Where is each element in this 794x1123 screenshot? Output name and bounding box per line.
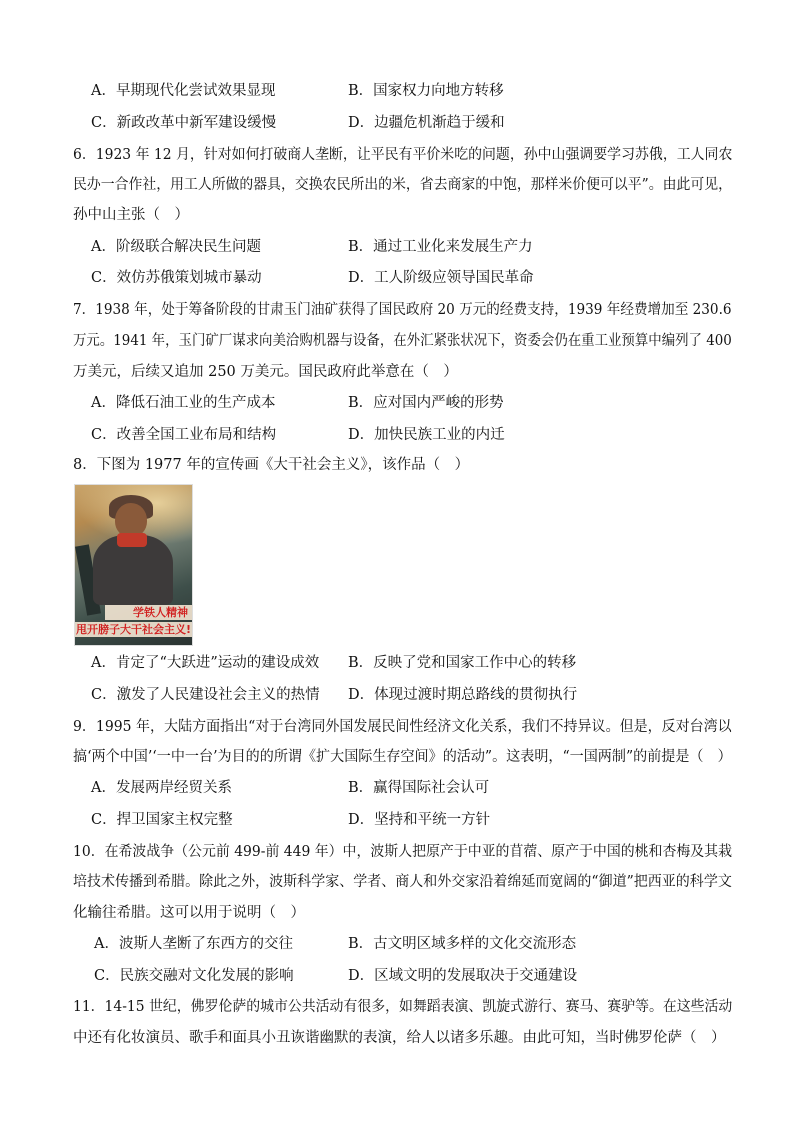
poster-caption-line-2: 甩开膀子大干社会主义! [75,623,192,636]
q9-stem-line-1: 9．1995 年，大陆方面指出“对于台湾同外国发展民间性经济文化关系，我们不持异议。但是，反对台湾以 [73,719,732,735]
q9-stem-line-2: 搞‘两个中国’‘一中一台’为目的的所谓《扩大国际生存空间》的活动”。这表明，“一国两制”的前提是（ ） [73,749,732,765]
q11-stem-line-1: 11．14-15 世纪，佛罗伦萨的城市公共活动有很多，如舞蹈表演、凯旋式游行、赛马、赛驴等。在这些活动 [73,999,733,1015]
q7-option-c: C．改善全国工业布局和结构 [91,427,277,443]
q10-option-a: A．波斯人垄断了东西方的交往 [94,936,293,952]
q6-option-a: A．阶级联合解决民生问题 [91,239,261,255]
q5-option-d: D．边疆危机渐趋于缓和 [348,115,505,131]
q9-option-a: A．发展两岸经贸关系 [91,780,232,796]
q5-option-c: C．新政改革中新军建设缓慢 [91,115,277,131]
q11-stem-line-2: 中还有化妆演员、歌手和面具小丑诙谐幽默的表演，给人以诸多乐趣。由此可知，当时佛罗伦萨（ ） [73,1030,726,1046]
q8-option-b: B．反映了党和国家工作中心的转移 [348,655,577,671]
q10-option-b: B．古文明区域多样的文化交流形态 [348,936,577,952]
q8-stem-line-1: 8．下图为 1977 年的宣传画《大干社会主义》，该作品（ ） [73,457,470,473]
q6-stem-line-1: 6．1923 年 12 月，针对如何打破商人垄断，让平民有平价米吃的问题，孙中山强调要学习苏俄，工人同农 [73,147,733,163]
q6-option-d: D．工人阶级应领导国民革命 [348,270,534,286]
q5-option-a: A．早期现代化尝试效果显现 [91,83,276,99]
q7-stem-line-3: 万美元，后续又追加 250 万美元。国民政府此举意在（ ） [73,364,458,380]
q7-stem-line-2: 万元。1941 年，玉门矿厂谋求向美洽购机器与设备，在外汇紧张状况下，资委会仍在重工业预算中编列了 400 [73,333,732,349]
q9-option-d: D．坚持和平统一方针 [348,812,491,828]
q8-option-c: C．激发了人民建设社会主义的热情 [91,687,320,703]
q10-stem-line-2: 培技术传播到希腊。除此之外，波斯科学家、学者、商人和外交家沿着绵延而宽阔的“御道”把西亚的科学文 [73,874,732,890]
q6-stem-line-2: 民办一合作社，用工人所做的器具，交换农民所出的米，省去商家的中饱，那样米价便可以平”。由此可见， [73,177,732,193]
q5-option-b: B．国家权力向地方转移 [348,83,504,99]
q7-option-b: B．应对国内严峻的形势 [348,395,504,411]
q9-option-b: B．赢得国际社会认可 [348,780,490,796]
q6-option-c: C．效仿苏俄策划城市暴动 [91,270,262,286]
q7-option-a: A．降低石油工业的生产成本 [91,395,276,411]
q7-stem-line-1: 7．1938 年，处于筹备阶段的甘肃玉门油矿获得了国民政府 20 万元的经费支持，1939 年经费增加至 230.6 [73,302,732,318]
q7-option-d: D．加快民族工业的内迁 [348,427,505,443]
q10-option-c: C．民族交融对文化发展的影响 [94,968,294,984]
q10-option-d: D．区域文明的发展取决于交通建设 [348,968,578,984]
q10-stem-line-1: 10．在希波战争（公元前 499-前 449 年）中，波斯人把原产于中亚的苜蓿、原产于中国的桃和杏梅及其栽 [73,844,733,860]
propaganda-poster-image [74,484,193,646]
q8-option-a: A．肯定了“大跃进”运动的建设成效 [91,655,320,671]
poster-worker-scarf [117,533,147,547]
poster-worker-face [115,503,147,537]
q10-stem-line-3: 化输往希腊。这可以用于说明（ ） [73,905,305,921]
poster-caption-line-1: 学铁人精神 [105,605,192,620]
q6-option-b: B．通过工业化来发展生产力 [348,239,533,255]
q9-option-c: C．捍卫国家主权完整 [91,812,233,828]
q6-stem-line-3: 孙中山主张（ ） [73,207,189,223]
q8-option-d: D．体现过渡时期总路线的贯彻执行 [348,687,578,703]
